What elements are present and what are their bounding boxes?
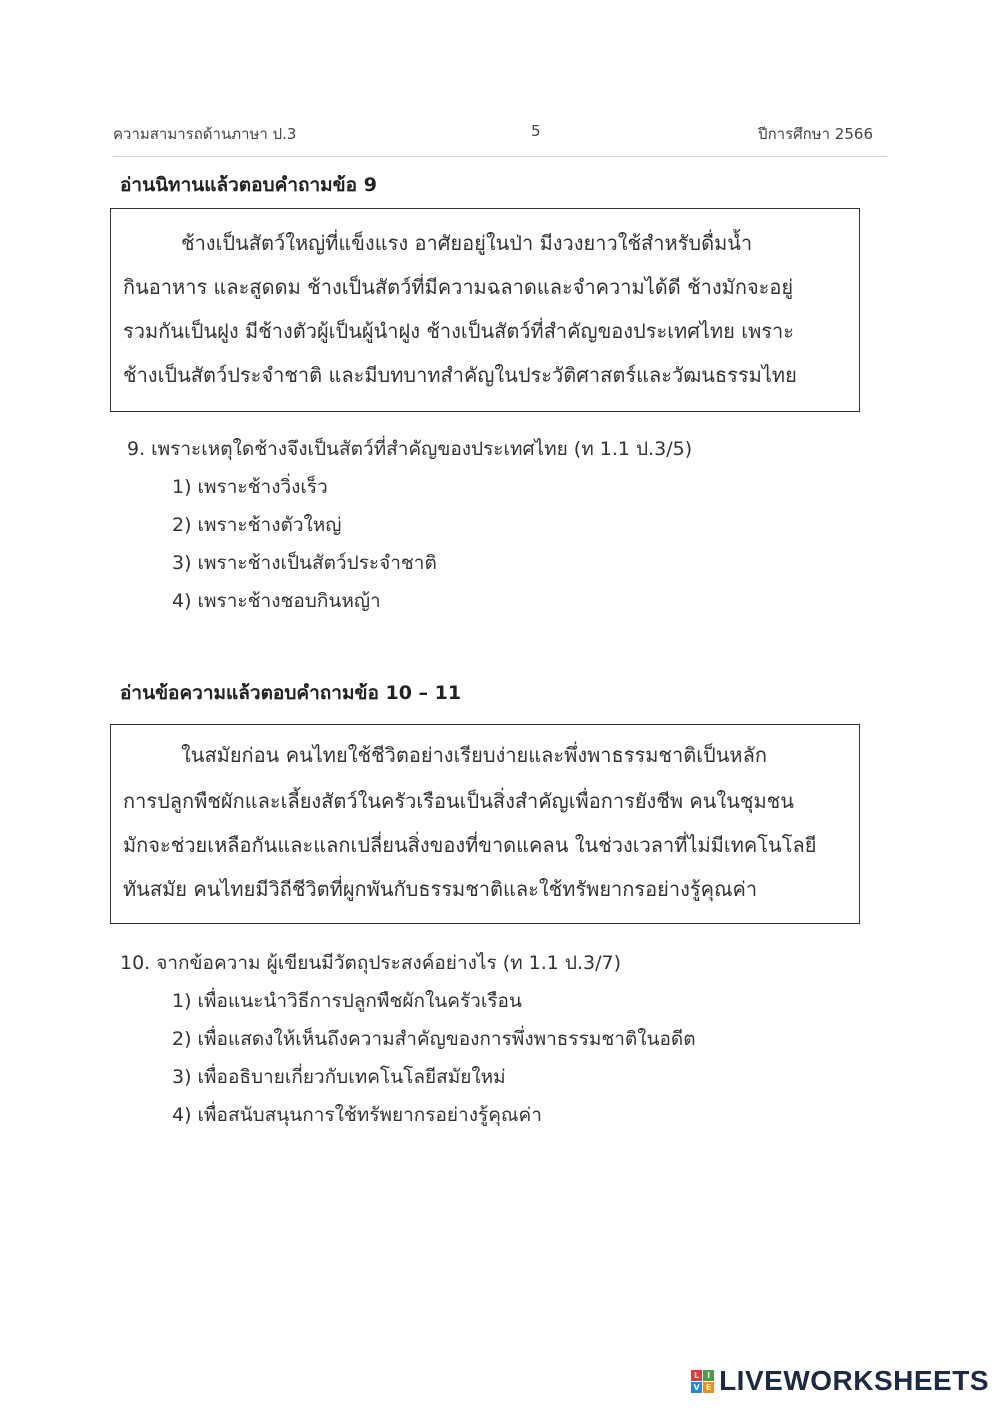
section2-passage-line: มักจะช่วยเหลือกันและแลกเปลี่ยนสิ่งของที่ขาดแคลน ในช่วงเวลาที่ไม่มีเทคโนโลยี — [123, 833, 817, 857]
question-9-option-3[interactable]: 3) เพราะช้างเป็นสัตว์ประจำชาติ — [172, 552, 437, 574]
section2-passage-line: ทันสมัย คนไทยมีวิถีชีวิตที่ผูกพันกับธรรมชาติและใช้ทรัพยากรอย่างรู้คุณค่า — [123, 877, 758, 901]
liveworksheets-brand[interactable] — [691, 1361, 989, 1401]
liveworksheets-wordmark: LIVEWORKSHEETS — [719, 1365, 989, 1396]
question-10: 10. จากข้อความ ผู้เขียนมีวัตถุประสงค์อย่างไร (ท 1.1 ป.3/7) — [120, 952, 622, 974]
section1-passage-line: ช้างเป็นสัตว์ประจำชาติ และมีบทบาทสำคัญในประวัติศาสตร์และวัฒนธรรมไทย — [123, 363, 797, 387]
question-9-option-4[interactable]: 4) เพราะช้างชอบกินหญ้า — [172, 590, 381, 612]
header-page-number: 5 — [531, 122, 541, 140]
section1-heading: อ่านนิทานแล้วตอบคำถามข้อ 9 — [120, 174, 377, 196]
header-year: ปีการศึกษา 2566 — [758, 125, 873, 143]
question-9: 9. เพราะเหตุใดช้างจึงเป็นสัตว์ที่สำคัญของประเทศไทย (ท 1.1 ป.3/5) — [127, 438, 693, 460]
question-9-option-2[interactable]: 2) เพราะช้างตัวใหญ่ — [172, 514, 342, 536]
question-9-option-1[interactable]: 1) เพราะช้างวิ่งเร็ว — [172, 476, 328, 498]
logo-tile: L — [691, 1370, 702, 1381]
question-10-option-2[interactable]: 2) เพื่อแสดงให้เห็นถึงความสำคัญของการพึ่งพาธรรมชาติในอดีต — [172, 1028, 696, 1050]
section1-passage-line: ช้างเป็นสัตว์ใหญ่ที่แข็งแรง อาศัยอยู่ในป่า มีงวงยาวใช้สำหรับดื่มน้ำ — [181, 231, 753, 255]
section2-passage-box — [110, 724, 860, 924]
header-subject: ความสามารถด้านภาษา ป.3 — [113, 125, 297, 143]
logo-tile: I — [703, 1370, 714, 1381]
section2-heading: อ่านข้อความแล้วตอบคำถามข้อ 10 – 11 — [120, 682, 462, 704]
logo-tile: E — [703, 1382, 714, 1393]
section1-passage-line: กินอาหาร และสูดดม ช้างเป็นสัตว์ที่มีความฉลาดและจำความได้ดี ช้างมักจะอยู่ — [123, 275, 794, 299]
section2-passage-line: การปลูกพืชผักและเลี้ยงสัตว์ในครัวเรือนเป็นสิ่งสำคัญเพื่อการยังชีพ คนในชุมชน — [123, 789, 794, 813]
question-10-option-3[interactable]: 3) เพื่ออธิบายเกี่ยวกับเทคโนโลยีสมัยใหม่ — [172, 1066, 506, 1088]
section1-passage-line: รวมกันเป็นฝูง มีช้างตัวผู้เป็นผู้นำฝูง ช้างเป็นสัตว์ที่สำคัญของประเทศไทย เพราะ — [123, 319, 794, 343]
liveworksheets-logo-icon — [691, 1370, 714, 1393]
logo-tile: V — [691, 1382, 702, 1393]
page-header — [113, 120, 887, 157]
section1-passage-box — [110, 208, 860, 412]
question-10-option-4[interactable]: 4) เพื่อสนับสนุนการใช้ทรัพยากรอย่างรู้คุณค่า — [172, 1104, 542, 1126]
section2-passage-line: ในสมัยก่อน คนไทยใช้ชีวิตอย่างเรียบง่ายและพึ่งพาธรรมชาติเป็นหลัก — [181, 743, 767, 767]
question-10-option-1[interactable]: 1) เพื่อแนะนำวิธีการปลูกพืชผักในครัวเรือน — [172, 990, 522, 1012]
